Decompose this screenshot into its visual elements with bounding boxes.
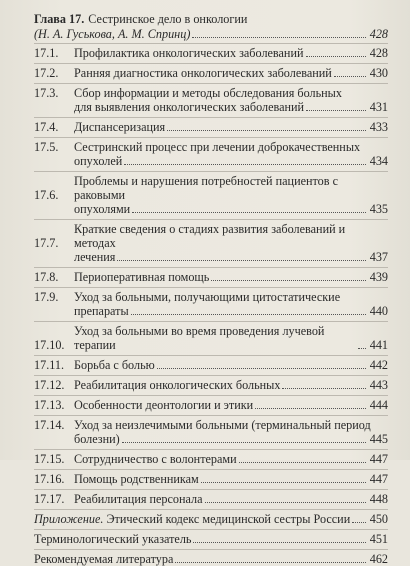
entry-number: 17.6. [34, 188, 59, 202]
entry-page: 434 [369, 154, 388, 168]
divider [34, 375, 388, 376]
entry-number: 17.2. [34, 66, 59, 80]
entry-number: 17.1. [34, 46, 59, 60]
toc-entry [34, 86, 388, 114]
leader-dots [211, 280, 366, 281]
entry-page: 430 [369, 66, 388, 80]
entry-number: 17.13. [34, 398, 65, 412]
leader-dots [334, 76, 366, 77]
entry-page: 447 [369, 452, 388, 466]
leader-dots [167, 130, 366, 131]
divider [34, 321, 388, 322]
divider [34, 469, 388, 470]
entry-page: 437 [369, 250, 388, 264]
entry-title: Уход за больными во время проведения лучевой терапии [74, 324, 325, 352]
leader-dots [193, 542, 366, 543]
entry-title-continued: опухолями [74, 202, 131, 216]
entry-page: 442 [369, 358, 388, 372]
chapter-page: 428 [369, 27, 388, 41]
chapter-heading [34, 12, 388, 26]
entry-title: Проблемы и нарушения потребностей пациентов с раковыми [74, 174, 338, 202]
entry-page: 440 [369, 304, 388, 318]
literature-text: Рекомендуемая литература [34, 552, 174, 566]
chapter-authors-line [34, 27, 388, 41]
toc-entry [34, 174, 388, 216]
entry-title: Особенности деонтологии и этики [74, 398, 254, 412]
glossary-page: 451 [369, 532, 388, 546]
divider [34, 219, 388, 220]
leader-dots [131, 314, 366, 315]
toc-entry [34, 492, 388, 506]
entry-page: 447 [369, 472, 388, 486]
toc-entry-line [34, 472, 388, 486]
divider [34, 415, 388, 416]
toc-entry [34, 290, 388, 318]
entry-title: Ранняя диагностика онкологических заболеваний [74, 66, 332, 80]
entry-number: 17.10. [34, 338, 65, 352]
leader-dots [205, 502, 366, 503]
toc-entry [34, 398, 388, 412]
leader-dots [306, 56, 366, 57]
entry-title: Диспансеризация [74, 120, 166, 134]
toc-entry-line-continued [34, 100, 388, 114]
toc-entry [34, 120, 388, 134]
toc-entry [34, 46, 388, 60]
toc-entry-line [34, 398, 388, 412]
toc-entry [34, 418, 388, 446]
chapter-title: Сестринское дело в онкологии [88, 12, 248, 26]
entry-title-continued: лечения [74, 250, 116, 264]
entry-title-continued: препараты [74, 304, 129, 318]
toc-entry [34, 140, 388, 168]
leader-dots [192, 37, 366, 38]
toc-literature [34, 552, 388, 566]
entry-title: Сбор информации и методы обследования больных [74, 86, 342, 100]
toc-entry-line [34, 324, 388, 352]
leader-dots [255, 408, 366, 409]
divider [34, 529, 388, 530]
toc-entry-line [34, 452, 388, 466]
entry-title-continued: для выявления онкологических заболеваний [74, 100, 305, 114]
entry-page: 443 [369, 378, 388, 392]
entry-page: 431 [369, 100, 388, 114]
toc-glossary [34, 532, 388, 546]
divider [34, 63, 388, 64]
entry-number: 17.9. [34, 290, 59, 304]
divider [34, 43, 388, 44]
toc-entry-line [34, 290, 388, 304]
appendix-page: 450 [369, 512, 388, 526]
toc-entry-line [34, 418, 388, 432]
divider [34, 117, 388, 118]
toc-entry-line [34, 174, 388, 202]
divider [34, 549, 388, 550]
toc-entry-line [34, 222, 388, 250]
entry-title: Профилактика онкологических заболеваний [74, 46, 304, 60]
divider [34, 137, 388, 138]
entry-title: Помощь родственникам [74, 472, 199, 486]
entry-number: 17.8. [34, 270, 59, 284]
leader-dots [175, 562, 366, 563]
toc-entry [34, 472, 388, 486]
leader-dots [157, 368, 366, 369]
entry-title: Реабилитация персонала [74, 492, 203, 506]
entry-number: 17.16. [34, 472, 65, 486]
divider [34, 509, 388, 510]
toc-entry-line [34, 66, 388, 80]
entry-title: Сестринский процесс при лечении доброкачественных [74, 140, 361, 154]
divider [34, 449, 388, 450]
toc-entry-line-continued [34, 154, 388, 168]
appendix-label: Приложение. [34, 512, 104, 526]
entry-title: Реабилитация онкологических больных [74, 378, 281, 392]
leader-dots [124, 164, 366, 165]
entry-number: 17.12. [34, 378, 65, 392]
toc-entry-line [34, 492, 388, 506]
toc-entry [34, 222, 388, 264]
entry-page: 439 [369, 270, 388, 284]
divider [34, 395, 388, 396]
toc-entry-line-continued [34, 432, 388, 446]
entry-page: 435 [369, 202, 388, 216]
divider [34, 355, 388, 356]
divider [34, 83, 388, 84]
toc-entry [34, 324, 388, 352]
toc-entry [34, 66, 388, 80]
leader-dots [282, 388, 366, 389]
entry-page: 448 [369, 492, 388, 506]
toc-entry-line-continued [34, 202, 388, 216]
chapter-authors: (Н. А. Гуськова, А. М. Спринц) [34, 27, 191, 41]
entry-title: Борьба с болью [74, 358, 155, 372]
toc-entry [34, 378, 388, 392]
toc-entry-line [34, 46, 388, 60]
leader-dots [117, 260, 366, 261]
entry-title: Сотрудничество с волонтерами [74, 452, 237, 466]
toc-entry-line [34, 120, 388, 134]
toc-entry-line [34, 140, 388, 154]
divider [34, 267, 388, 268]
leader-dots [352, 522, 366, 523]
divider [34, 489, 388, 490]
entry-number: 17.11. [34, 358, 65, 372]
entry-number: 17.14. [34, 418, 65, 432]
appendix-text: Этический кодекс медицинской сестры России [106, 512, 351, 526]
entry-number: 17.4. [34, 120, 59, 134]
leader-dots [239, 462, 366, 463]
chapter-label: Глава 17. [34, 12, 85, 26]
toc-entry-line [34, 358, 388, 372]
glossary-text: Терминологический указатель [34, 532, 192, 546]
entry-page: 428 [369, 46, 388, 60]
entry-title: Краткие сведения о стадиях развития заболеваний и методах [74, 222, 346, 250]
toc-entry-line [34, 270, 388, 284]
entry-page: 441 [369, 338, 388, 352]
entry-number: 17.7. [34, 236, 59, 250]
toc-entry-line-continued [34, 304, 388, 318]
leader-dots [306, 110, 366, 111]
toc-appendix [34, 512, 388, 526]
leader-dots [358, 348, 366, 349]
leader-dots [201, 482, 366, 483]
leader-dots [122, 442, 366, 443]
toc-entry-line [34, 86, 388, 100]
entry-number: 17.15. [34, 452, 65, 466]
divider [34, 171, 388, 172]
toc-entries [34, 46, 388, 510]
entry-number: 17.3. [34, 86, 59, 100]
entry-title-continued: опухолей [74, 154, 123, 168]
entry-number: 17.17. [34, 492, 65, 506]
toc-entry [34, 270, 388, 284]
entry-title: Уход за больными, получающими цитостатические [74, 290, 341, 304]
toc-entry-line [34, 378, 388, 392]
entry-page: 444 [369, 398, 388, 412]
toc-entry-line-continued [34, 250, 388, 264]
entry-page: 445 [369, 432, 388, 446]
leader-dots [132, 212, 366, 213]
entry-title: Периоперативная помощь [74, 270, 210, 284]
entry-number: 17.5. [34, 140, 59, 154]
toc-entry [34, 358, 388, 372]
entry-page: 433 [369, 120, 388, 134]
divider [34, 287, 388, 288]
entry-title-continued: болезни) [74, 432, 120, 446]
literature-page: 462 [369, 552, 388, 566]
toc-entry [34, 452, 388, 466]
entry-title: Уход за неизлечимыми больными (терминальный период [74, 418, 371, 432]
